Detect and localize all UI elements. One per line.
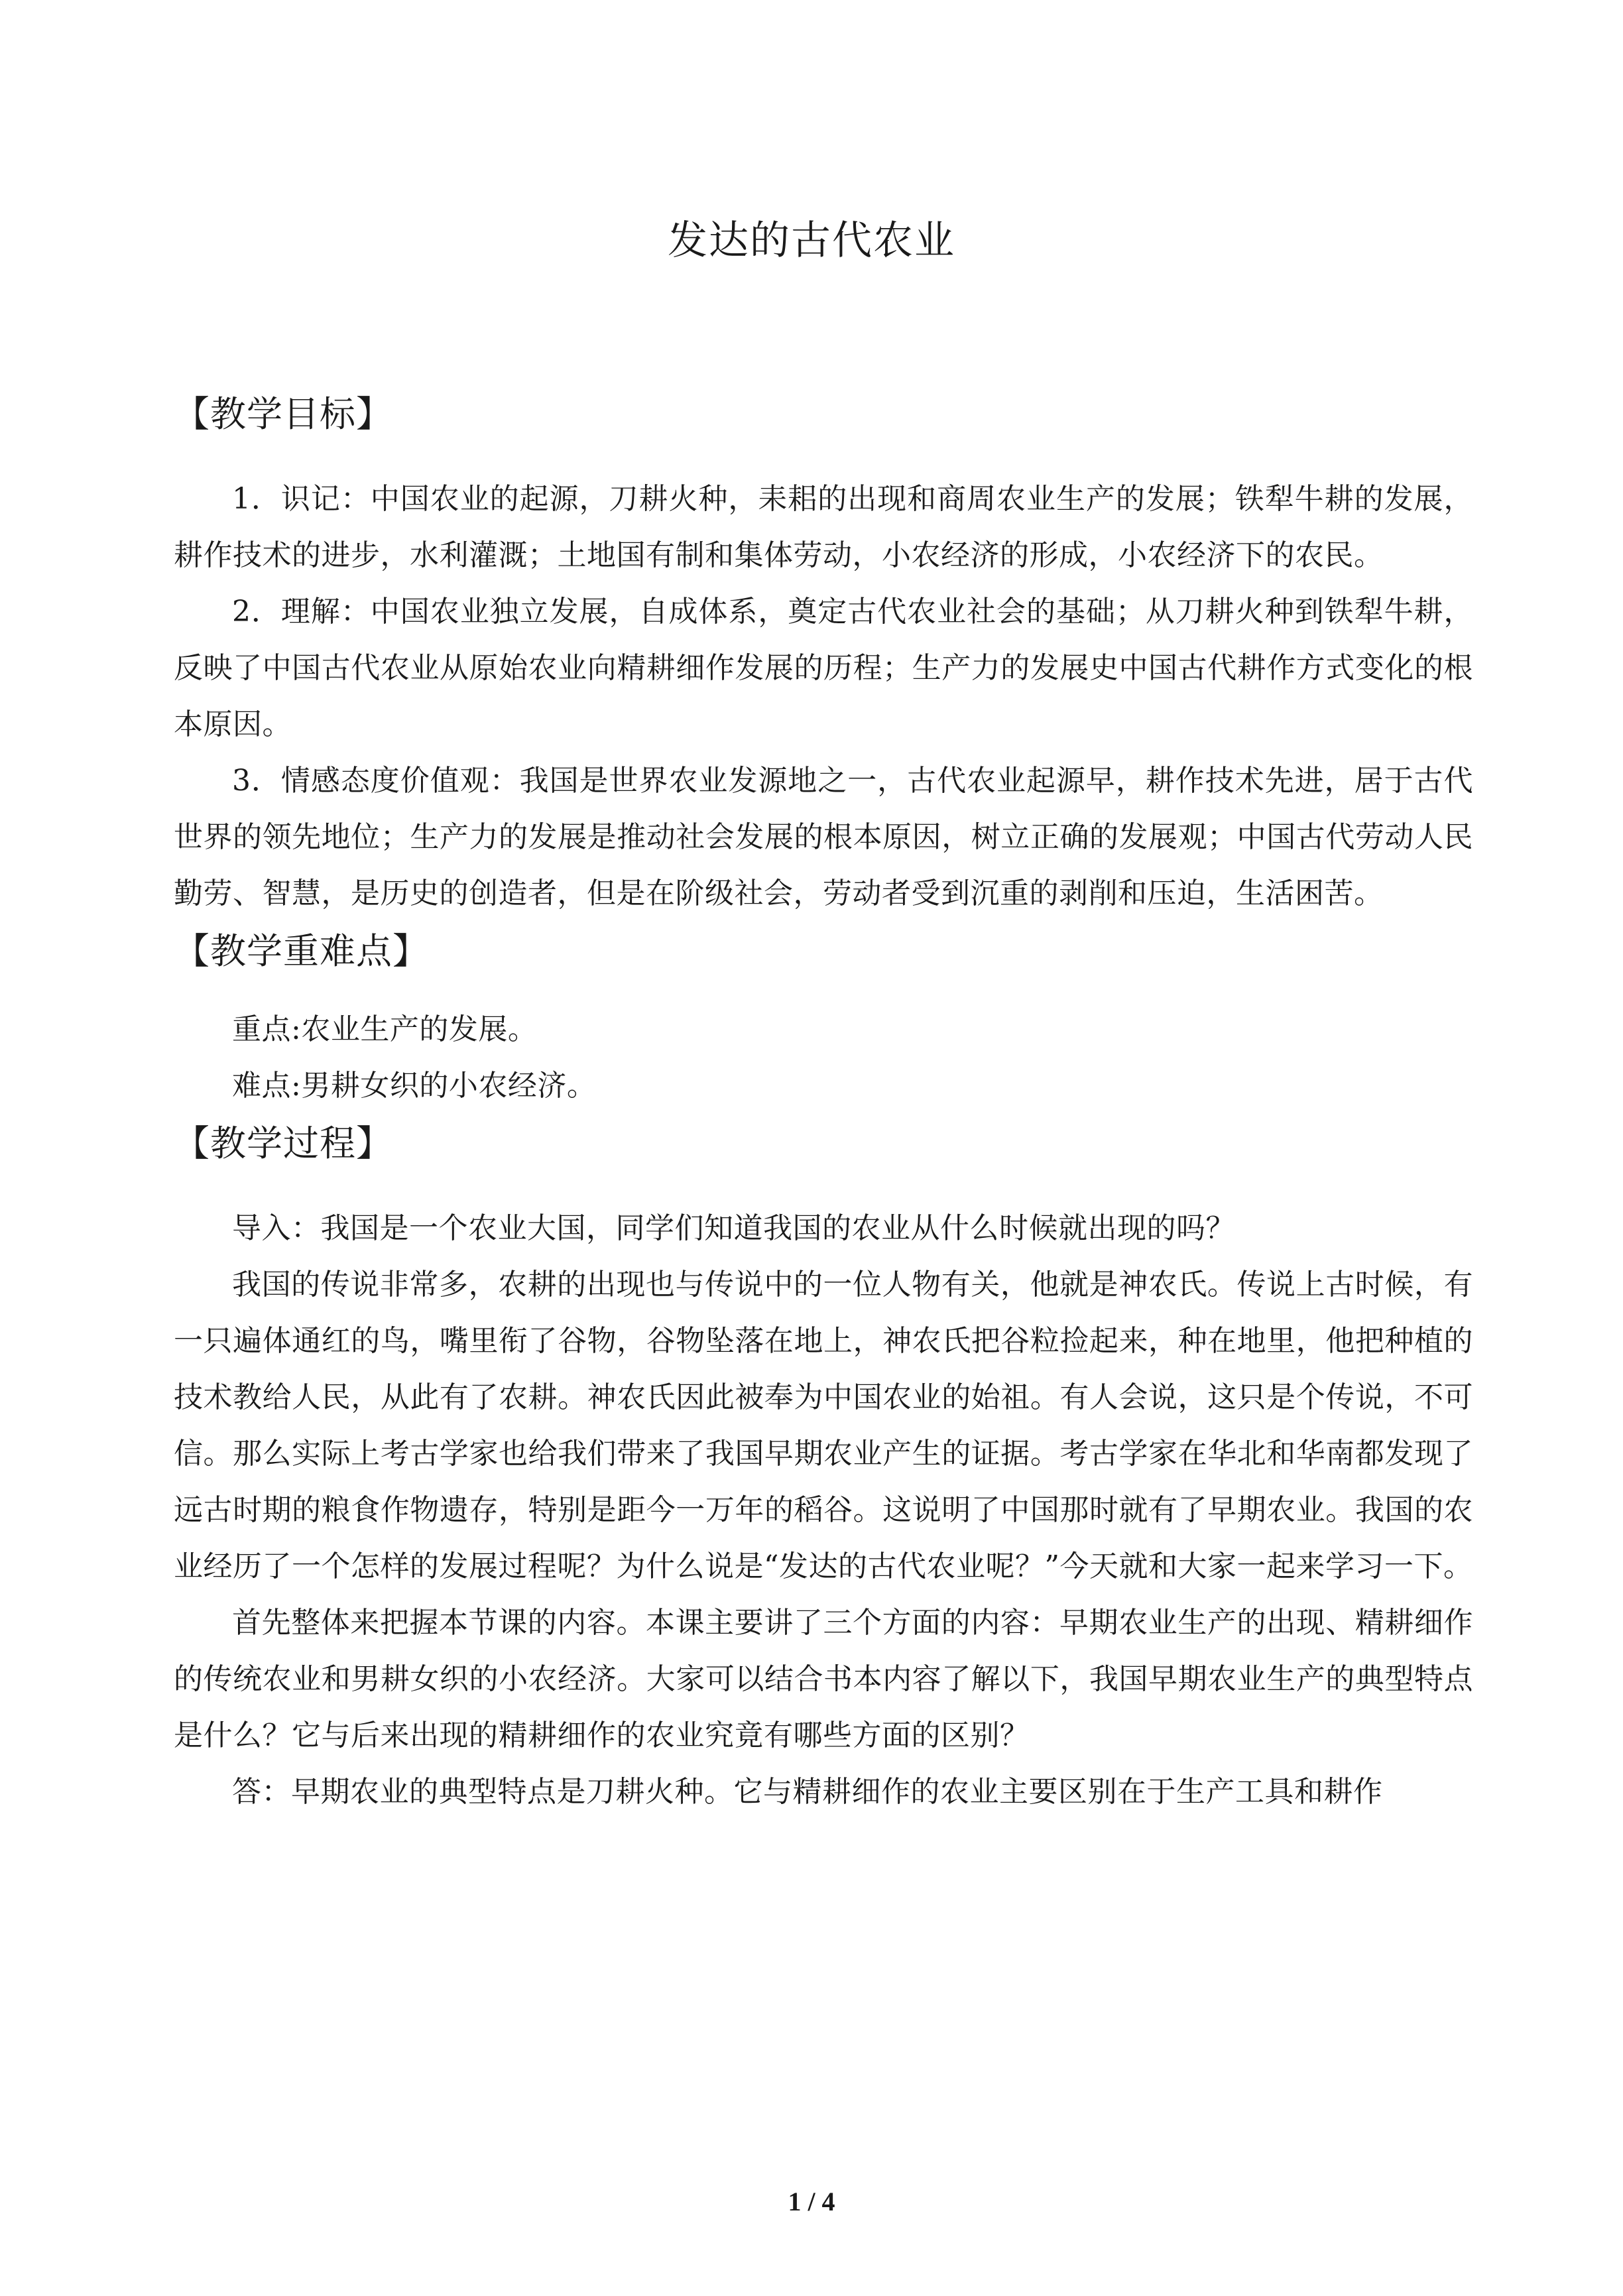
key-point: 重点:农业生产的发展。 [232, 1012, 538, 1046]
process-heading: 【教学过程】 [174, 1122, 392, 1164]
process-paragraph-overview: 首先整体来把握本节课的内容。本课主要讲了三个方面的内容：早期农业生产的出现、精耕细作的传统农业和男耕女织的小农经济。大家可以结合书本内容了解以下，我国早期农业生产的典型特点是什么？它与后来出现的精耕细作的农业究竟有哪些方面的区别？ [174, 1606, 1473, 1752]
document-body [174, 385, 1473, 1820]
objective-item-3: 3．情感态度价值观：我国是世界农业发源地之一，古代农业起源早，耕作技术先进，居于古代世界的领先地位；生产力的发展是推动社会发展的根本原因，树立正确的发展观；中国古代劳动人民勤劳、智慧，是历史的创造者，但是在阶级社会，劳动者受到沉重的剥削和压迫，生活困苦。 [174, 764, 1473, 910]
objective-item-2: 2．理解：中国农业独立发展，自成体系，奠定古代农业社会的基础；从刀耕火种到铁犁牛耕，反映了中国古代农业从原始农业向精耕细作发展的历程；生产力的发展史中国古代耕作方式变化的根本原因。 [174, 595, 1473, 741]
objective-item-1: 1．识记：中国农业的起源，刀耕火种，耒耜的出现和商周农业生产的发展；铁犁牛耕的发展，耕作技术的进步，水利灌溉；土地国有制和集体劳动，小农经济的形成，小农经济下的农民。 [174, 482, 1473, 572]
key-points-heading: 【教学重难点】 [174, 930, 429, 972]
objectives-heading: 【教学目标】 [174, 393, 392, 435]
process-intro: 导入：我国是一个农业大国，同学们知道我国的农业从什么时候就出现的吗？ [232, 1211, 1235, 1245]
page-number: 1 / 4 [788, 2187, 835, 2216]
process-paragraph-legend: 我国的传说非常多，农耕的出现也与传说中的一位人物有关，他就是神农氏。传说上古时候，有一只遍体通红的鸟，嘴里衔了谷物，谷物坠落在地上，神农氏把谷粒捡起来，种在地里，他把种植的技术教给人民，从此有了农耕。神农氏因此被奉为中国农业的始祖。有人会说，这只是个传说，不可信。那么实际上考古学家也给我们带来了我国早期农业产生的证据。考古学家在华北和华南都发现了远古时期的粮食作物遗存，特别是距今一万年的稻谷。这说明了中国那时就有了早期农业。我国的农业经历了一个怎样的发展过程呢？为什么说是“发达的古代农业呢？”今天就和大家一起来学习一下。 [174, 1268, 1473, 1583]
process-paragraph-answer: 答：早期农业的典型特点是刀耕火种。它与精耕细作的农业主要区别在于生产工具和耕作 [232, 1775, 1383, 1809]
difficult-point: 难点:男耕女织的小农经济。 [232, 1069, 597, 1103]
page-title: 发达的古代农业 [668, 217, 955, 264]
